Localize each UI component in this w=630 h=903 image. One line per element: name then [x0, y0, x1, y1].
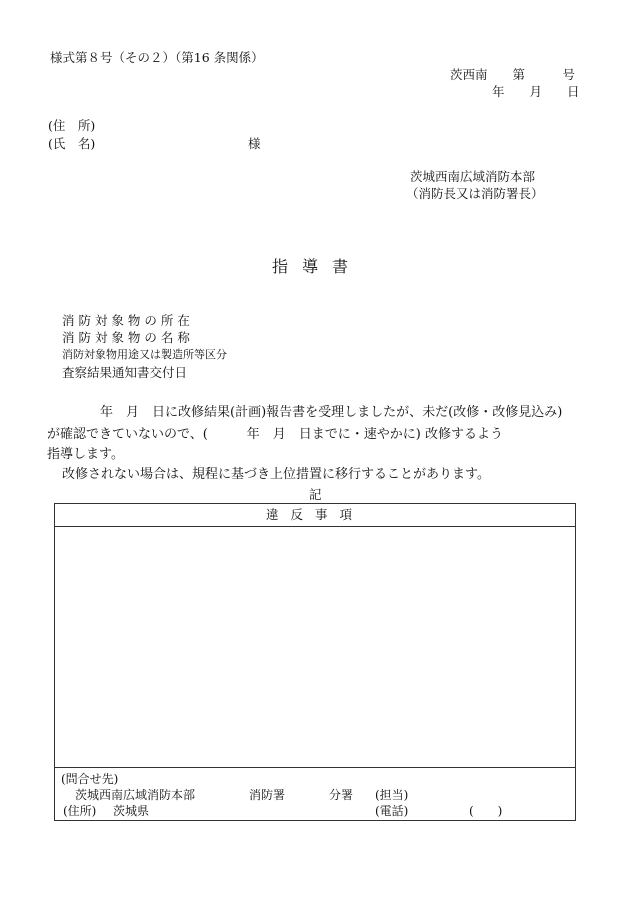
body-line-3: 指導します。: [47, 447, 124, 462]
document-title: 指導書: [272, 257, 363, 276]
issuer-organization: 茨城西南広域消防本部: [410, 169, 536, 184]
body-line-2: が確認できていないので、( 年 月 日までに・速やかに) 改修するよう: [47, 427, 504, 442]
field-usage: 消防対象物用途又は製造所等区分: [62, 348, 227, 361]
inquiry-phone-area-code: ( ): [469, 804, 503, 818]
recipient-address-label: (住 所): [48, 118, 96, 133]
recipient-honorific: 様: [248, 136, 261, 151]
inquiry-address-label: (住所): [63, 804, 97, 818]
form-number: 様式第８号（その２）（第16 条関係）: [50, 50, 264, 65]
inquiry-person: (担当): [375, 788, 409, 802]
issuer-chief: （消防長又は消防署長）: [406, 186, 544, 201]
violations-table: [54, 503, 576, 821]
body-line-1: 年 月 日に改修結果(計画)報告書を受理しましたが、未だ(改修・改修見込み): [100, 405, 563, 420]
field-notice-date: 査察結果通知書交付日: [62, 365, 188, 380]
inquiry-station: 消防署: [249, 788, 286, 802]
field-location: 消 防 対 象 物 の 所 在: [62, 313, 190, 328]
note-heading: 記: [309, 487, 322, 502]
inquiry-label: (問合せ先): [61, 772, 119, 786]
inquiry-organization: 茨城西南広域消防本部: [75, 788, 196, 802]
inquiry-prefecture: 茨城県: [113, 804, 150, 818]
inquiry-branch: 分署: [329, 788, 354, 802]
document-reference: 茨西南 第 号: [450, 67, 576, 82]
violations-content-area: [55, 526, 575, 768]
body-line-4: 改修されない場合は、規程に基づき上位措置に移行することがあります。: [62, 467, 490, 482]
inquiry-section: [55, 767, 575, 820]
violations-header: 違反事項: [55, 504, 575, 527]
inquiry-phone-label: (電話): [375, 804, 409, 818]
issue-date: 年 月 日: [492, 84, 580, 99]
recipient-name-label: (氏 名): [48, 136, 96, 151]
field-name: 消 防 対 象 物 の 名 称: [62, 330, 190, 345]
